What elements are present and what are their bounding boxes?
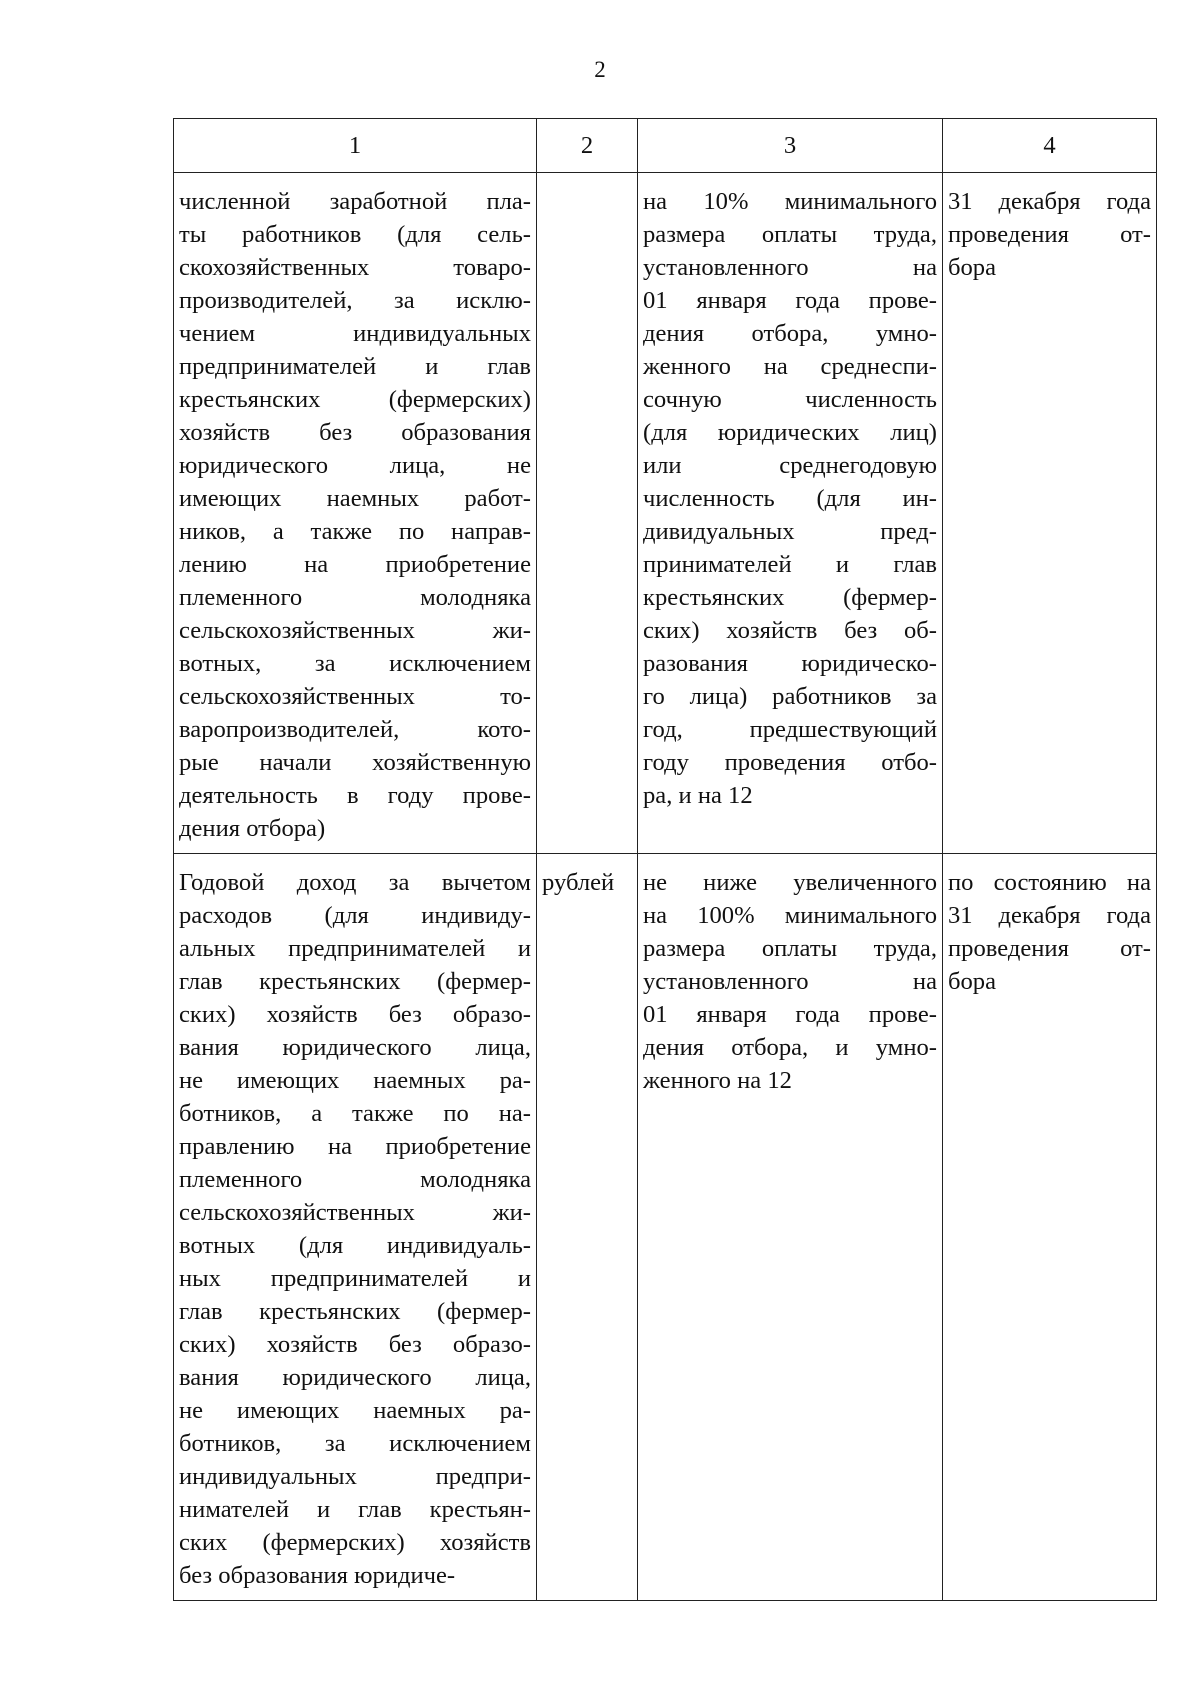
cell-text-line: рые начали хозяйственную <box>179 749 531 776</box>
cell-text-line: нимателей и глав крестьян- <box>179 1496 531 1523</box>
cell-text-line: производителей, за исклю- <box>179 287 531 314</box>
cell-text-line: дения отбора) <box>179 815 326 842</box>
cell-text-line: по состоянию на <box>948 869 1151 896</box>
cell-text-line: численной заработной пла- <box>179 188 531 215</box>
cell-text-line: вотных (для индивидуаль- <box>179 1232 531 1259</box>
cell-text-line: предпринимателей и глав <box>179 353 531 380</box>
cell-text-line: чением индивидуальных <box>179 320 531 347</box>
cell-text-line: 01 января года прове- <box>643 1001 937 1028</box>
header-col-4: 4 <box>943 119 1157 173</box>
cell-text-line: дения отбора, и умно- <box>643 1034 937 1061</box>
cell-text-line: бора <box>948 968 997 995</box>
cell-text-line: проведения от- <box>948 221 1151 248</box>
cell-text-line: или среднегодовую <box>643 452 937 479</box>
cell-text-line: лению на приобретение <box>179 551 531 578</box>
cell-text-line: хозяйств без образования <box>179 419 531 446</box>
cell-text-line: ников, а также по направ- <box>179 518 531 545</box>
cell-text-line: ных предпринимателей и <box>179 1265 531 1292</box>
cell-text-line: ских (фермерских) хозяйств <box>179 1529 531 1556</box>
cell-text-line: не имеющих наемных ра- <box>179 1067 531 1094</box>
cell-text-line: женного на среднеспи- <box>643 353 937 380</box>
cell-text-line: разования юридическо- <box>643 650 937 677</box>
cell-text-line: не ниже увеличенного <box>643 869 937 896</box>
cell-text-line: скохозяйственных товаро- <box>179 254 531 281</box>
cell-text-line: правлению на приобретение <box>179 1133 531 1160</box>
cell-text-line: на 10% минимального <box>643 188 937 215</box>
cell-text-line: дивидуальных пред- <box>643 518 937 545</box>
cell-text-line: индивидуальных предпри- <box>179 1463 531 1490</box>
cell-date <box>943 173 1157 854</box>
cell-text-line: на 100% минимального <box>643 902 937 929</box>
cell-text-line: размера оплаты труда, <box>643 221 937 248</box>
cell-text-line: расходов (для индивиду- <box>179 902 531 929</box>
cell-text-line: размера оплаты труда, <box>643 935 937 962</box>
cell-text-line: без образования юридиче- <box>179 1562 456 1589</box>
cell-text-line: установленного на <box>643 254 937 281</box>
cell-text-line: сочную численность <box>643 386 937 413</box>
header-col-2: 2 <box>537 119 638 173</box>
cell-text-line: году проведения отбо- <box>643 749 937 776</box>
cell-text-line: ра, и на 12 <box>643 782 753 809</box>
cell-text-line: племенного молодняка <box>179 584 531 611</box>
cell-text-line: принимателей и глав <box>643 551 937 578</box>
cell-text-line: 31 декабря года <box>948 188 1151 215</box>
cell-text-line: год, предшествующий <box>643 716 937 743</box>
cell-text-line: вания юридического лица, <box>179 1364 531 1391</box>
table-row <box>174 854 1157 1601</box>
cell-text-line: ботников, за исключением <box>179 1430 531 1457</box>
cell-text-line: ских) хозяйств без образо- <box>179 1331 531 1358</box>
cell-unit <box>537 854 638 1601</box>
cell-text-line: имеющих наемных работ- <box>179 485 531 512</box>
cell-text-line: рублей <box>542 869 615 896</box>
cell-value <box>638 854 943 1601</box>
cell-unit <box>537 173 638 854</box>
cell-text-line: го лица) работников за <box>643 683 937 710</box>
cell-text-line: сельскохозяйственных жи- <box>179 617 531 644</box>
header-col-1: 1 <box>174 119 537 173</box>
cell-text-line: деятельность в году прове- <box>179 782 531 809</box>
cell-text-line: юридического лица, не <box>179 452 531 479</box>
header-col-3: 3 <box>638 119 943 173</box>
cell-text-line: установленного на <box>643 968 937 995</box>
cell-text-line: бора <box>948 254 997 281</box>
cell-text-line: альных предпринимателей и <box>179 935 531 962</box>
cell-text-line: ских) хозяйств без образо- <box>179 1001 531 1028</box>
cell-text-line: проведения от- <box>948 935 1151 962</box>
cell-text-line: варопроизводителей, кото- <box>179 716 531 743</box>
cell-text-line: сельскохозяйственных жи- <box>179 1199 531 1226</box>
cell-text-line: не имеющих наемных ра- <box>179 1397 531 1424</box>
cell-date <box>943 854 1157 1601</box>
table-header-row <box>174 119 1157 173</box>
cell-text-line: 31 декабря года <box>948 902 1151 929</box>
cell-text-line: племенного молодняка <box>179 1166 531 1193</box>
cell-criterion <box>174 854 537 1601</box>
cell-text-line: вания юридического лица, <box>179 1034 531 1061</box>
cell-text-line: ботников, а также по на- <box>179 1100 531 1127</box>
cell-text-line: глав крестьянских (фермер- <box>179 968 531 995</box>
cell-criterion <box>174 173 537 854</box>
criteria-table <box>173 118 1157 1601</box>
cell-text-line: дения отбора, умно- <box>643 320 937 347</box>
cell-text-line: крестьянских (фермер- <box>643 584 937 611</box>
cell-value <box>638 173 943 854</box>
cell-text-line: ты работников (для сель- <box>179 221 531 248</box>
cell-text-line: численность (для ин- <box>643 485 937 512</box>
table-row <box>174 173 1157 854</box>
cell-text-line: Годовой доход за вычетом <box>179 869 531 896</box>
cell-text-line: глав крестьянских (фермер- <box>179 1298 531 1325</box>
cell-text-line: 01 января года прове- <box>643 287 937 314</box>
cell-text-line: ских) хозяйств без об- <box>643 617 937 644</box>
page-number: 2 <box>594 57 606 82</box>
cell-text-line: вотных, за исключением <box>179 650 531 677</box>
cell-text-line: (для юридических лиц) <box>643 419 937 446</box>
cell-text-line: сельскохозяйственных то- <box>179 683 531 710</box>
cell-text-line: женного на 12 <box>643 1067 792 1094</box>
cell-text-line: крестьянских (фермерских) <box>179 386 531 413</box>
